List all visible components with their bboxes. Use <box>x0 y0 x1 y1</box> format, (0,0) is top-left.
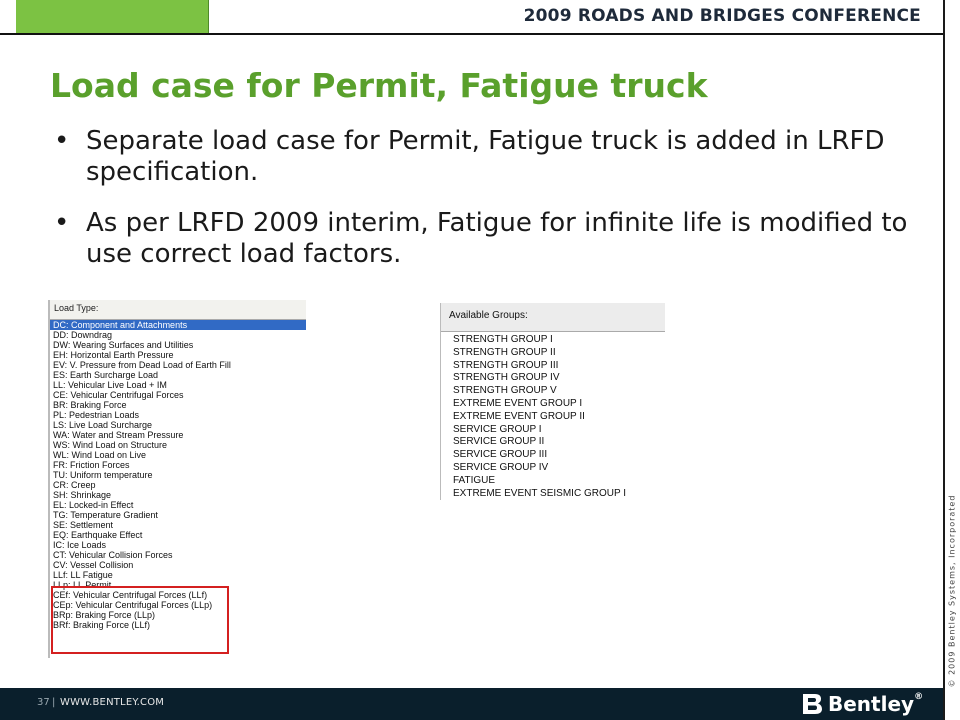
group-item[interactable]: SERVICE GROUP II <box>453 436 545 448</box>
group-item[interactable]: SERVICE GROUP I <box>453 423 542 435</box>
footer-url-link[interactable]: WWW.BENTLEY.COM <box>60 697 165 708</box>
load-type-item[interactable]: TU: Uniform temperature <box>53 470 153 480</box>
load-type-item[interactable]: CEp: Vehicular Centrifugal Forces (LLp) <box>53 600 213 610</box>
page-number: 37 <box>37 697 50 708</box>
load-type-item[interactable]: SH: Shrinkage <box>53 490 112 500</box>
load-type-item[interactable]: DD: Downdrag <box>53 330 113 340</box>
load-type-item[interactable]: WL: Wind Load on Live <box>53 450 147 460</box>
bullet-text: Separate load case for Permit, Fatigue truck is added in LRFD specification. <box>86 126 885 187</box>
group-item[interactable]: STRENGTH GROUP I <box>453 334 553 345</box>
available-groups-panel <box>440 303 665 500</box>
group-item[interactable]: SERVICE GROUP III <box>453 449 548 461</box>
load-type-item[interactable]: BR: Braking Force <box>53 400 127 410</box>
group-item[interactable]: STRENGTH GROUP V <box>453 385 557 397</box>
bullet-item <box>54 208 914 270</box>
load-type-item[interactable]: CEf: Vehicular Centrifugal Forces (LLf) <box>53 590 208 600</box>
load-type-item[interactable]: DW: Wearing Surfaces and Utilities <box>53 340 194 350</box>
copyright-notice <box>944 496 960 686</box>
group-item[interactable]: FATIGUE <box>453 474 496 486</box>
load-type-item[interactable]: PL: Pedestrian Loads <box>53 410 140 420</box>
load-type-item[interactable]: EQ: Earthquake Effect <box>53 530 143 540</box>
load-type-item[interactable]: BRf: Braking Force (LLf) <box>53 620 151 630</box>
footer-separator: | <box>52 697 56 708</box>
load-type-item[interactable]: IC: Ice Loads <box>53 540 107 550</box>
group-item[interactable]: EXTREME EVENT GROUP I <box>453 397 583 409</box>
load-type-item[interactable]: DC: Component and Attachments <box>50 320 306 330</box>
load-type-item[interactable]: CV: Vessel Collision <box>53 560 134 570</box>
load-type-item[interactable]: WS: Wind Load on Structure <box>53 440 168 450</box>
load-type-item[interactable]: LLf: LL Fatigue <box>53 570 113 580</box>
bentley-b-icon <box>800 692 824 716</box>
bullet-text: As per LRFD 2009 interim, Fatigue for infinite life is modified to use correct load factors. <box>86 208 908 269</box>
load-type-item[interactable]: FR: Friction Forces <box>53 460 130 470</box>
load-type-item[interactable]: EL: Locked-in Effect <box>53 500 134 510</box>
bullet-item <box>54 126 914 188</box>
registered-mark: ® <box>914 692 924 702</box>
bentley-wordmark-text: Bentley <box>828 692 915 716</box>
group-item[interactable]: STRENGTH GROUP III <box>453 359 559 371</box>
load-type-item[interactable]: ES: Earth Surcharge Load <box>53 370 159 380</box>
bullet-list <box>54 126 914 290</box>
slide-title: Load case for Permit, Fatigue truck <box>50 66 708 105</box>
group-item[interactable]: STRENGTH GROUP IV <box>453 372 560 384</box>
load-type-item[interactable]: LL: Vehicular Live Load + IM <box>53 380 167 390</box>
load-type-item[interactable]: SE: Settlement <box>53 520 114 530</box>
group-item[interactable]: STRENGTH GROUP II <box>453 346 556 358</box>
load-type-item[interactable]: TG: Temperature Gradient <box>53 510 158 520</box>
load-type-item[interactable]: CE: Vehicular Centrifugal Forces <box>53 390 184 400</box>
conference-title: 2009 ROADS AND BRIDGES CONFERENCE <box>523 6 921 26</box>
bullet-dot-icon: • <box>54 126 70 156</box>
load-type-item[interactable]: LS: Live Load Surcharge <box>53 420 153 430</box>
group-item[interactable]: SERVICE GROUP IV <box>453 461 549 473</box>
available-groups-label: Available Groups: <box>441 303 665 332</box>
load-type-item[interactable]: BRp: Braking Force (LLp) <box>53 610 156 620</box>
bullet-dot-icon: • <box>54 208 70 238</box>
load-type-item[interactable]: WA: Water and Stream Pressure <box>53 430 184 440</box>
load-type-item[interactable]: EV: V. Pressure from Dead Load of Earth Fill <box>53 360 231 370</box>
load-type-item[interactable]: LLp: LL Permit <box>53 580 112 590</box>
copyright-text: © 2009 Bentley Systems, Incorporated <box>947 494 957 688</box>
load-type-label: Load Type: <box>54 303 99 313</box>
header-green-tab <box>16 0 209 33</box>
available-groups-list[interactable] <box>441 332 665 500</box>
new-load-cases-highlight <box>51 586 229 654</box>
load-type-item[interactable]: EH: Horizontal Earth Pressure <box>53 350 174 360</box>
group-item[interactable]: EXTREME EVENT GROUP II <box>453 410 585 422</box>
header-bar <box>0 0 943 35</box>
bentley-wordmark <box>828 692 923 716</box>
group-item[interactable]: EXTREME EVENT SEISMIC GROUP I <box>453 487 626 499</box>
load-type-item[interactable]: CR: Creep <box>53 480 96 490</box>
load-type-item[interactable]: CT: Vehicular Collision Forces <box>53 550 173 560</box>
footer-bar <box>0 688 943 720</box>
